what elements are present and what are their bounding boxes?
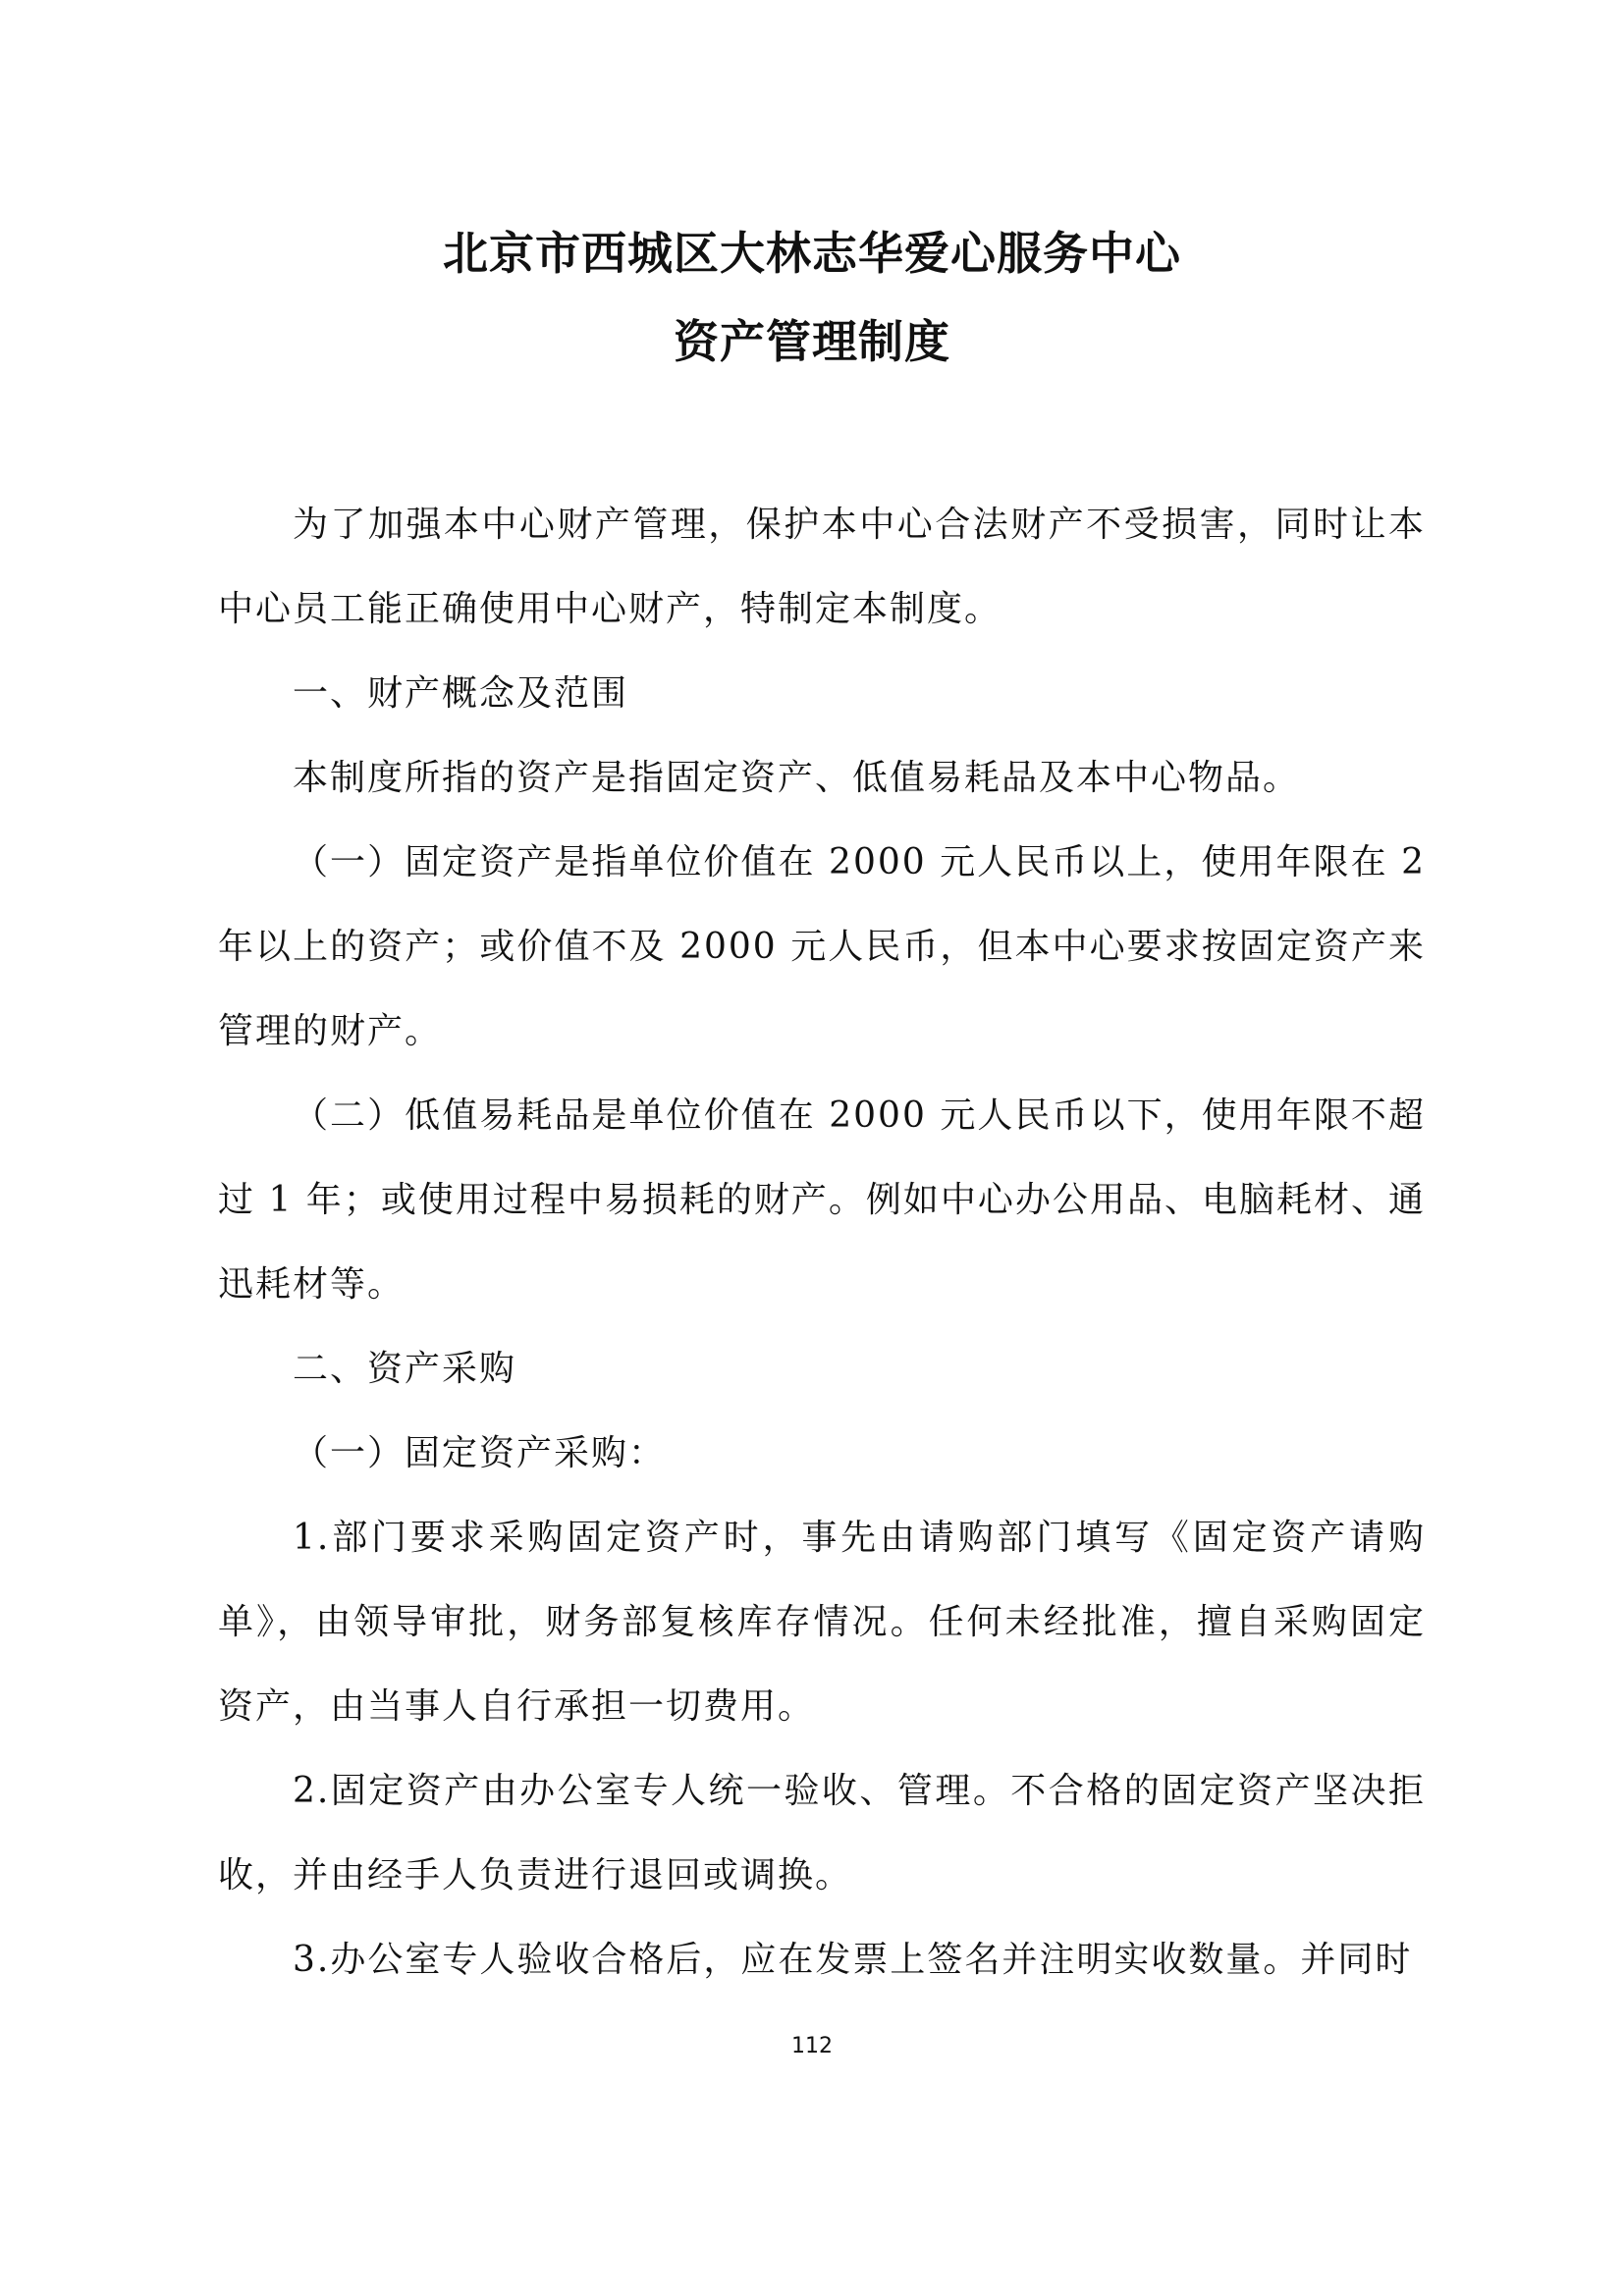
document-title-line-1: 北京市西城区大林志华爱心服务中心 [443, 227, 1181, 280]
body-paragraph: 1.部门要求采购固定资产时，事先由请购部门填写《固定资产请购单》，由领导审批，财务部复核库存情况。任何未经批准，擅自采购固定资产，由当事人自行承担一切费用。 [218, 1518, 1426, 1727]
body-paragraph: 本制度所指的资产是指固定资产、低值易耗品及本中心物品。 [293, 758, 1301, 798]
document-title-line-2: 资产管理制度 [674, 315, 950, 368]
body-paragraph: 3.办公室专人验收合格后，应在发票上签名并注明实收数量。并同时 [293, 1940, 1413, 1980]
subsection-heading: （一）固定资产采购： [293, 1433, 667, 1473]
intro-paragraph: 为了加强本中心财产管理，保护本中心合法财产不受损害，同时让本中心员工能正确使用中心财产，特制定本制度。 [218, 505, 1426, 629]
document-body [218, 483, 1426, 2002]
section-heading-2: 二、资产采购 [293, 1349, 517, 1389]
body-paragraph: （一）固定资产是指单位价值在 2000 元人民币以上，使用年限在 2 年以上的资产；或价值不及 2000 元人民币，但本中心要求按固定资产来管理的财产。 [218, 842, 1426, 1051]
body-paragraph: （二）低值易耗品是单位价值在 2000 元人民币以下，使用年限不超过 1 年；或使用过程中易损耗的财产。例如中心办公用品、电脑耗材、通迅耗材等。 [218, 1095, 1426, 1305]
section-heading-1: 一、财产概念及范围 [293, 673, 629, 714]
body-paragraph: 2.固定资产由办公室专人统一验收、管理。不合格的固定资产坚决拒收，并由经手人负责进行退回或调换。 [218, 1771, 1426, 1896]
page-number: 112 [791, 2034, 833, 2058]
